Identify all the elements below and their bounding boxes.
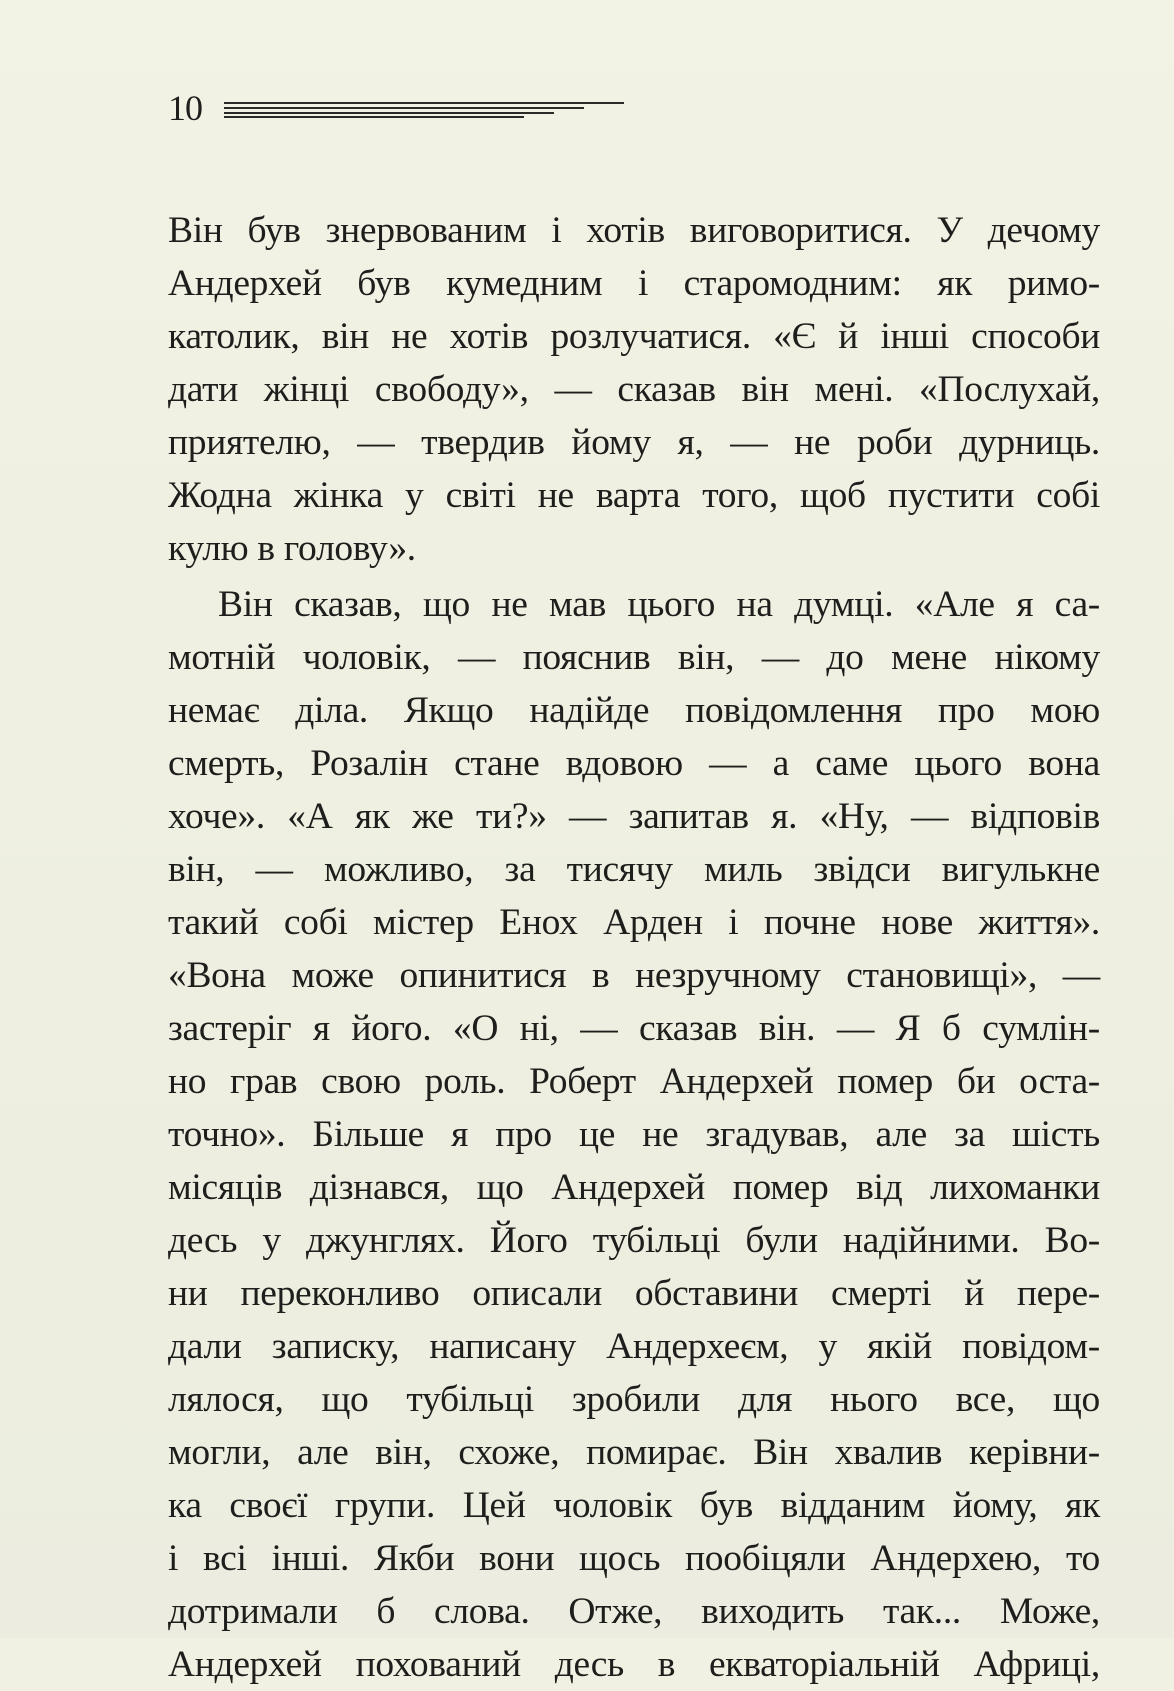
text-line: хоче». «А як же ти?» — запитав я. «Ну, — відповів — [168, 796, 1100, 837]
text-line: лялося, що тубільці зробили для нього все, що — [168, 1379, 1100, 1420]
text-line: Андерхей похований десь в екваторіальній Африці, — [168, 1644, 1100, 1685]
text-line: точно». Більше я про це не згадував, але за шість — [168, 1114, 1100, 1155]
text-line: ка своєї групи. Цей чоловік був відданим йому, як — [168, 1485, 1100, 1526]
text-line: застеріг я його. «О ні, — сказав він. — Я б сумлін- — [168, 1008, 1100, 1049]
text-line: немає діла. Якщо надійде повідомлення про мою — [168, 690, 1100, 731]
header-rule — [224, 116, 524, 118]
text-line: місяців дізнався, що Андерхей помер від лихоманки — [168, 1167, 1100, 1208]
text-line: ни переконливо описали обставини смерті й пере- — [168, 1273, 1100, 1314]
text-line: приятелю, — твердив йому я, — не роби дурниць. — [168, 422, 1100, 463]
text-line: дали записку, написану Андерхеєм, у якій повідом- — [168, 1326, 1100, 1367]
body-text — [168, 204, 1100, 1691]
text-line: дати жінці свободу», — сказав він мені. «Послухай, — [168, 369, 1100, 410]
header-rule — [224, 112, 554, 114]
text-line: і всі інші. Якби вони щось пообіцяли Андерхею, то — [168, 1538, 1100, 1579]
text-line: він, — можливо, за тисячу миль звідси вигулькне — [168, 849, 1100, 890]
text-line: Він сказав, що не мав цього на думці. «Але я са- — [218, 584, 1100, 625]
text-line: Він був знервованим і хотів виговоритися. У дечому — [168, 210, 1100, 251]
text-line: Жодна жінка у світі не варта того, щоб пустити собі — [168, 475, 1100, 516]
text-line: кулю в голову». — [168, 528, 416, 569]
paragraph-2 — [168, 578, 1100, 1691]
header-rule — [224, 102, 624, 104]
text-line: католик, він не хотів розлучатися. «Є й інші способи — [168, 316, 1100, 357]
header-rule — [224, 107, 584, 109]
paragraph-1 — [168, 204, 1100, 575]
text-line: Андерхей був кумедним і старомодним: як римо- — [168, 263, 1100, 304]
page-number: 10 — [168, 88, 202, 128]
text-line: десь у джунглях. Його тубільці були надійними. Во- — [168, 1220, 1100, 1261]
text-line: «Вона може опинитися в незручному становищі», — — [168, 955, 1100, 996]
page-header — [168, 88, 668, 128]
text-line: смерть, Розалін стане вдовою — а саме цього вона — [168, 743, 1100, 784]
text-line: дотримали б слова. Отже, виходить так... Може, — [168, 1591, 1100, 1632]
text-line: но грав свою роль. Роберт Андерхей помер би оста- — [168, 1061, 1100, 1102]
text-line: такий собі містер Енох Арден і почне нове життя». — [168, 902, 1100, 943]
text-line: мотній чоловік, — пояснив він, — до мене нікому — [168, 637, 1100, 678]
text-line: могли, але він, схоже, помирає. Він хвалив керівни- — [168, 1432, 1100, 1473]
